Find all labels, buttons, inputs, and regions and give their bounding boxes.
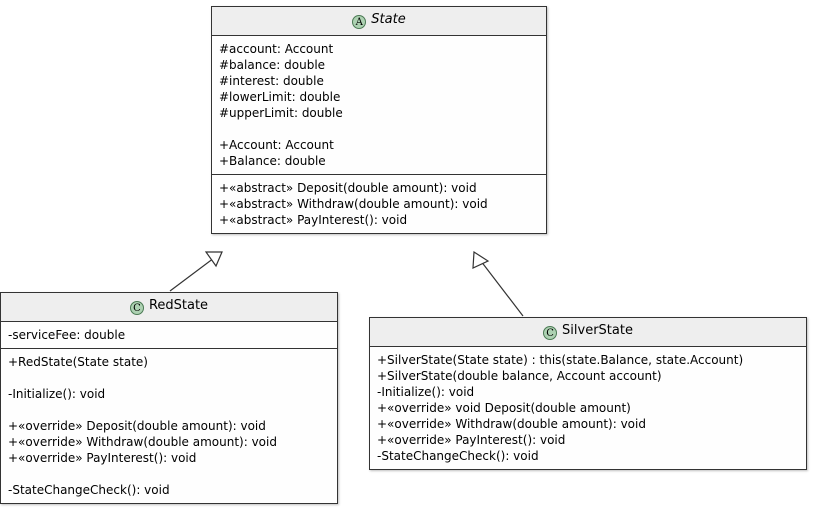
- class-box-state[interactable]: [211, 6, 547, 234]
- attribute-item: #account: Account: [219, 42, 334, 56]
- attribute-item: #interest: double: [219, 74, 324, 88]
- generalization-redstate-to-state: [170, 252, 222, 291]
- operation-item: +SilverState(double balance, Account account): [377, 369, 662, 383]
- operation-item: +«override» PayInterest(): void: [8, 451, 197, 465]
- operation-separator: [7, 402, 331, 418]
- operations-compartment-silverstate: [370, 347, 806, 469]
- operation-item: -Initialize(): void: [377, 385, 475, 399]
- attributes-compartment-state: [212, 36, 546, 175]
- attribute-item: -serviceFee: double: [8, 328, 126, 342]
- operation-item: +«override» PayInterest(): void: [377, 433, 566, 447]
- operation-item: +«override» Deposit(double amount): void: [8, 419, 266, 433]
- class-name-redstate: RedState: [148, 298, 209, 313]
- attribute-item: +Account: Account: [219, 138, 334, 152]
- operation-item: +RedState(State state): [8, 355, 148, 369]
- operation-item: -StateChangeCheck(): void: [377, 449, 539, 463]
- class-name-state: State: [371, 12, 406, 27]
- class-header-state: [212, 7, 546, 36]
- operations-compartment-redstate: [1, 349, 337, 503]
- class-box-redstate[interactable]: [0, 292, 338, 504]
- attribute-item: #lowerLimit: double: [219, 90, 341, 104]
- attribute-item: #balance: double: [219, 58, 326, 72]
- operation-item: +«override» void Deposit(double amount): [377, 401, 631, 415]
- class-header-silverstate: [370, 318, 806, 347]
- operation-item: +«abstract» Deposit(double amount): void: [219, 181, 477, 195]
- class-box-silverstate[interactable]: [369, 317, 807, 470]
- abstract-class-icon: A: [352, 15, 366, 29]
- operation-item: -StateChangeCheck(): void: [8, 483, 170, 497]
- attribute-item: +Balance: double: [219, 154, 326, 168]
- operation-item: +SilverState(State state) : this(state.Balance, state.Account): [377, 353, 744, 367]
- class-header-redstate: [1, 293, 337, 322]
- operation-separator: [7, 370, 331, 386]
- operation-separator: [7, 466, 331, 482]
- operation-item: +«override» Withdraw(double amount): void: [377, 417, 646, 431]
- operation-item: +«abstract» Withdraw(double amount): void: [219, 197, 488, 211]
- operations-compartment-state: [212, 175, 546, 233]
- attributes-compartment-redstate: [1, 322, 337, 349]
- operation-item: +«abstract» PayInterest(): void: [219, 213, 408, 227]
- generalization-silverstate-to-state: [473, 252, 523, 316]
- class-icon: C: [130, 301, 144, 315]
- attribute-item: #upperLimit: double: [219, 106, 343, 120]
- class-icon: C: [543, 326, 557, 340]
- class-name-silverstate: SilverState: [562, 323, 633, 338]
- attribute-separator: [218, 121, 540, 137]
- operation-item: -Initialize(): void: [8, 387, 106, 401]
- operation-item: +«override» Withdraw(double amount): void: [8, 435, 277, 449]
